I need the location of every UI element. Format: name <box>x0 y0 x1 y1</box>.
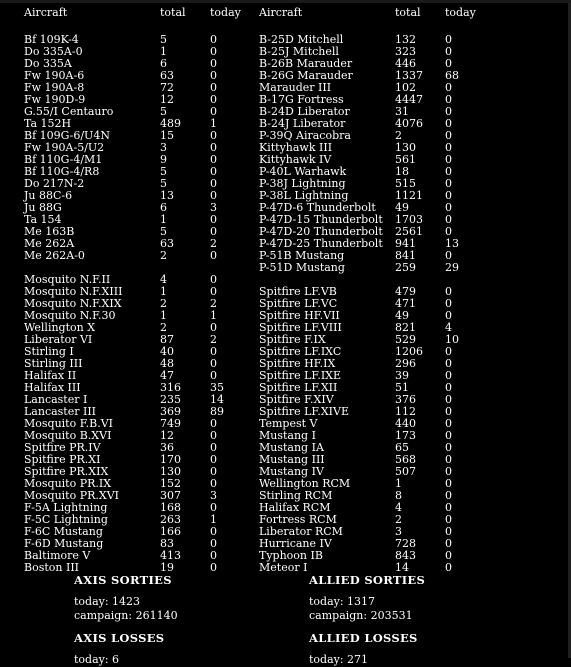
aircraft-name: Liberator RCM <box>259 525 343 538</box>
aircraft-name: Spitfire LF.VB <box>259 285 337 298</box>
today-count: 0 <box>445 381 452 394</box>
today-count: 0 <box>445 177 452 190</box>
aircraft-name: Spitfire LF.IXE <box>259 369 342 382</box>
axis-stats <box>74 573 178 667</box>
aircraft-name: P-47D-20 Thunderbolt <box>259 225 383 238</box>
aircraft-name: Ta 154 <box>24 213 62 226</box>
total-count: 2 <box>395 513 402 526</box>
total-count: 83 <box>160 537 174 550</box>
today-count: 0 <box>210 453 217 466</box>
total-count: 49 <box>395 201 409 214</box>
today-count: 0 <box>445 81 452 94</box>
total-count: 471 <box>395 297 416 310</box>
total-count: 1 <box>160 309 167 322</box>
today-count: 0 <box>445 213 452 226</box>
total-count: 3 <box>395 525 402 538</box>
aircraft-name: Mosquito PR.IX <box>24 477 112 490</box>
aircraft-name: Lancaster III <box>24 405 97 418</box>
total-count: 47 <box>160 369 174 382</box>
today-count: 0 <box>210 369 217 382</box>
today-count: 0 <box>210 249 217 262</box>
today-count: 0 <box>210 45 217 58</box>
today-count: 0 <box>445 537 452 550</box>
allied-sorties-today: today: 1317 <box>309 595 376 608</box>
total-count: 19 <box>160 561 174 574</box>
total-count: 6 <box>160 57 167 70</box>
allied-losses-today: today: 271 <box>309 653 369 666</box>
aircraft-name: Spitfire PR.XIX <box>24 465 109 478</box>
today-count: 0 <box>445 309 452 322</box>
total-count: 1 <box>160 285 167 298</box>
aircraft-name: Stirling RCM <box>259 489 333 502</box>
total-count: 102 <box>395 81 416 94</box>
total-count: 132 <box>395 33 416 46</box>
total-count: 6 <box>160 201 167 214</box>
today-count: 1 <box>210 513 217 526</box>
total-count: 8 <box>395 489 402 502</box>
total-count: 446 <box>395 57 416 70</box>
axis-sorties-today: today: 1423 <box>74 595 141 608</box>
today-count: 0 <box>210 93 217 106</box>
total-count: 49 <box>395 309 409 322</box>
total-count: 728 <box>395 537 416 550</box>
total-count: 63 <box>160 69 174 82</box>
aircraft-name: Mosquito N.F.II <box>24 273 111 286</box>
aircraft-name: Mustang III <box>259 453 325 466</box>
total-count: 12 <box>160 93 174 106</box>
total-count: 1337 <box>395 69 423 82</box>
aircraft-name: Wellington RCM <box>259 477 351 490</box>
header-aircraft: Aircraft <box>259 6 303 19</box>
total-count: 515 <box>395 177 416 190</box>
total-count: 130 <box>160 465 181 478</box>
today-count: 0 <box>445 525 452 538</box>
total-count: 51 <box>395 381 409 394</box>
total-count: 87 <box>160 333 174 346</box>
aircraft-name: Mosquito N.F.30 <box>24 309 116 322</box>
today-count: 0 <box>210 501 217 514</box>
total-count: 235 <box>160 393 181 406</box>
today-count: 29 <box>445 261 459 274</box>
today-count: 68 <box>445 69 459 82</box>
aircraft-name: B-26G Marauder <box>259 69 353 82</box>
aircraft-name: Marauder III <box>259 81 332 94</box>
today-count: 0 <box>210 273 217 286</box>
aircraft-name: Ta 152H <box>24 117 72 130</box>
total-count: 5 <box>160 105 167 118</box>
today-count: 0 <box>445 357 452 370</box>
aircraft-name: Hurricane IV <box>259 537 332 550</box>
aircraft-name: Halifax III <box>24 381 81 394</box>
total-count: 316 <box>160 381 181 394</box>
total-count: 13 <box>160 189 174 202</box>
today-count: 0 <box>445 501 452 514</box>
total-count: 112 <box>395 405 416 418</box>
today-count: 0 <box>210 285 217 298</box>
aircraft-name: P-47D-25 Thunderbolt <box>259 237 383 250</box>
aircraft-name: Fw 190A-8 <box>24 81 85 94</box>
today-count: 0 <box>210 321 217 334</box>
total-count: 2 <box>160 321 167 334</box>
total-count: 3 <box>160 141 167 154</box>
today-count: 1 <box>210 309 217 322</box>
aircraft-name: Spitfire HF.VII <box>259 309 340 322</box>
today-count: 0 <box>445 477 452 490</box>
total-count: 36 <box>160 441 174 454</box>
aircraft-name: Me 262A-0 <box>24 249 85 262</box>
total-count: 2561 <box>395 225 423 238</box>
aircraft-name: P-38J Lightning <box>259 177 346 190</box>
total-count: 152 <box>160 477 181 490</box>
aircraft-name: Stirling I <box>24 345 74 358</box>
today-count: 0 <box>210 105 217 118</box>
today-count: 0 <box>445 225 452 238</box>
allied-sorties-campaign: campaign: 203531 <box>309 609 413 622</box>
aircraft-name: F-5A Lightning <box>24 501 108 514</box>
aircraft-name: P-39Q Airacobra <box>259 129 351 142</box>
total-count: 568 <box>395 453 416 466</box>
total-count: 376 <box>395 393 416 406</box>
total-count: 2 <box>160 297 167 310</box>
today-count: 1 <box>210 117 217 130</box>
aircraft-name: Do 335A-0 <box>24 45 83 58</box>
aircraft-name: Lancaster I <box>24 393 88 406</box>
allied-stats <box>309 573 425 667</box>
total-count: 323 <box>395 45 416 58</box>
total-count: 5 <box>160 225 167 238</box>
today-count: 0 <box>210 561 217 574</box>
aircraft-name: Wellington X <box>24 321 96 334</box>
today-count: 0 <box>210 477 217 490</box>
aircraft-name: P-38L Lightning <box>259 189 349 202</box>
total-count: 168 <box>160 501 181 514</box>
today-count: 14 <box>210 393 224 406</box>
aircraft-name: B-24J Liberator <box>259 117 346 130</box>
aircraft-name: P-47D-15 Thunderbolt <box>259 213 383 226</box>
total-count: 2 <box>395 129 402 142</box>
aircraft-name: Stirling III <box>24 357 83 370</box>
today-count: 3 <box>210 201 217 214</box>
aircraft-name: Liberator VI <box>24 333 93 346</box>
aircraft-name: F-6D Mustang <box>24 537 104 550</box>
aircraft-name: Halifax RCM <box>259 501 331 514</box>
total-count: 296 <box>395 357 416 370</box>
aircraft-name: B-17G Fortress <box>259 93 344 106</box>
today-count: 0 <box>445 153 452 166</box>
aircraft-name: Spitfire LF.XIVE <box>259 405 349 418</box>
total-count: 529 <box>395 333 416 346</box>
today-count: 0 <box>210 549 217 562</box>
axis-losses-today: today: 6 <box>74 653 120 666</box>
today-count: 0 <box>445 45 452 58</box>
total-count: 489 <box>160 117 181 130</box>
aircraft-name: Meteor I <box>259 561 308 574</box>
aircraft-name: Mustang I <box>259 429 316 442</box>
total-count: 173 <box>395 429 416 442</box>
today-count: 0 <box>210 189 217 202</box>
today-count: 0 <box>445 57 452 70</box>
today-count: 0 <box>445 129 452 142</box>
aircraft-name: Spitfire LF.VC <box>259 297 338 310</box>
today-count: 35 <box>210 381 224 394</box>
total-count: 40 <box>160 345 174 358</box>
today-count: 0 <box>445 393 452 406</box>
total-count: 166 <box>160 525 181 538</box>
aircraft-name: Fortress RCM <box>259 513 337 526</box>
today-count: 0 <box>210 69 217 82</box>
aircraft-name: Bf 110G-4/M1 <box>24 153 103 166</box>
axis-losses-title: AXIS LOSSES <box>74 631 165 645</box>
today-count: 0 <box>210 57 217 70</box>
aircraft-name: Spitfire PR.XI <box>24 453 101 466</box>
aircraft-name: Mosquito N.F.XIII <box>24 285 123 298</box>
today-count: 0 <box>445 117 452 130</box>
total-count: 440 <box>395 417 416 430</box>
today-count: 0 <box>210 225 217 238</box>
aircraft-name: Mosquito B.XVI <box>24 429 112 442</box>
total-count: 5 <box>160 33 167 46</box>
aircraft-name: B-25J Mitchell <box>259 45 339 58</box>
total-count: 63 <box>160 237 174 250</box>
total-count: 5 <box>160 165 167 178</box>
today-count: 0 <box>445 345 452 358</box>
aircraft-name: Halifax II <box>24 369 77 382</box>
today-count: 0 <box>445 285 452 298</box>
aircraft-name: Mosquito PR.XVI <box>24 489 120 502</box>
today-count: 2 <box>210 333 217 346</box>
aircraft-name: G.55/I Centauro <box>24 105 114 118</box>
today-count: 0 <box>210 153 217 166</box>
today-count: 0 <box>445 33 452 46</box>
aircraft-name: F-5C Lightning <box>24 513 108 526</box>
total-count: 1703 <box>395 213 423 226</box>
allied-sorties-title: ALLIED SORTIES <box>309 573 426 587</box>
aircraft-name: Mustang IV <box>259 465 324 478</box>
today-count: 0 <box>445 513 452 526</box>
total-count: 263 <box>160 513 181 526</box>
today-count: 0 <box>210 537 217 550</box>
aircraft-name: Bf 109K-4 <box>24 33 79 46</box>
total-count: 507 <box>395 465 416 478</box>
aircraft-name: Ju 88C-6 <box>24 189 73 202</box>
today-count: 0 <box>210 465 217 478</box>
aircraft-name: Me 163B <box>24 225 75 238</box>
aircraft-name: Me 262A <box>24 237 75 250</box>
total-count: 841 <box>395 249 416 262</box>
total-count: 259 <box>395 261 416 274</box>
total-count: 1 <box>160 45 167 58</box>
total-count: 5 <box>160 177 167 190</box>
aircraft-name: Spitfire F.XIV <box>259 393 334 406</box>
aircraft-name: P-51D Mustang <box>259 261 345 274</box>
today-count: 0 <box>445 201 452 214</box>
header-total: total <box>160 6 186 19</box>
aircraft-name: Ju 88G <box>24 201 62 214</box>
aircraft-name: B-24D Liberator <box>259 105 350 118</box>
total-count: 307 <box>160 489 181 502</box>
today-count: 0 <box>210 141 217 154</box>
total-count: 1 <box>160 213 167 226</box>
aircraft-name: P-51B Mustang <box>259 249 345 262</box>
total-count: 479 <box>395 285 416 298</box>
today-count: 0 <box>445 441 452 454</box>
today-count: 0 <box>210 129 217 142</box>
today-count: 89 <box>210 405 224 418</box>
total-count: 413 <box>160 549 181 562</box>
today-count: 0 <box>445 465 452 478</box>
today-count: 0 <box>445 489 452 502</box>
aircraft-name: Mosquito F.B.VI <box>24 417 113 430</box>
today-count: 0 <box>445 417 452 430</box>
today-count: 0 <box>445 105 452 118</box>
today-count: 0 <box>210 177 217 190</box>
total-count: 4 <box>395 501 402 514</box>
total-count: 14 <box>395 561 409 574</box>
today-count: 4 <box>445 321 452 334</box>
aircraft-name: Spitfire LF.XII <box>259 381 338 394</box>
total-count: 65 <box>395 441 409 454</box>
today-count: 0 <box>445 405 452 418</box>
header-today: today <box>445 6 476 19</box>
total-count: 39 <box>395 369 409 382</box>
today-count: 10 <box>445 333 459 346</box>
today-count: 0 <box>445 189 452 202</box>
aircraft-name: Mustang IA <box>259 441 324 454</box>
today-count: 0 <box>445 141 452 154</box>
total-count: 2 <box>160 249 167 262</box>
aircraft-name: F-6C Mustang <box>24 525 103 538</box>
axis-sorties-title: AXIS SORTIES <box>74 573 172 587</box>
aircraft-name: Fw 190D-9 <box>24 93 86 106</box>
total-count: 821 <box>395 321 416 334</box>
today-count: 0 <box>445 165 452 178</box>
total-count: 1 <box>395 477 402 490</box>
today-count: 0 <box>445 93 452 106</box>
total-count: 130 <box>395 141 416 154</box>
today-count: 0 <box>210 429 217 442</box>
today-count: 0 <box>445 549 452 562</box>
aircraft-name: Kittyhawk III <box>259 141 333 154</box>
today-count: 0 <box>445 249 452 262</box>
aircraft-name: Typhoon IB <box>259 549 323 562</box>
aircraft-name: Do 217N-2 <box>24 177 85 190</box>
today-count: 0 <box>210 441 217 454</box>
total-count: 749 <box>160 417 181 430</box>
aircraft-name: Fw 190A-6 <box>24 69 85 82</box>
total-count: 48 <box>160 357 174 370</box>
total-count: 4076 <box>395 117 423 130</box>
total-count: 1121 <box>395 189 423 202</box>
aircraft-name: Bf 109G-6/U4N <box>24 129 110 142</box>
total-count: 72 <box>160 81 174 94</box>
aircraft-name: B-25D Mitchell <box>259 33 344 46</box>
aircraft-name: Kittyhawk IV <box>259 153 332 166</box>
today-count: 0 <box>210 417 217 430</box>
total-count: 1206 <box>395 345 423 358</box>
today-count: 0 <box>210 357 217 370</box>
today-count: 0 <box>210 81 217 94</box>
aircraft-name: Fw 190A-5/U2 <box>24 141 105 154</box>
aircraft-name: Spitfire LF.VIII <box>259 321 342 334</box>
aircraft-name: Spitfire LF.IXC <box>259 345 342 358</box>
aircraft-name: P-40L Warhawk <box>259 165 347 178</box>
today-count: 0 <box>445 429 452 442</box>
header-aircraft: Aircraft <box>24 6 68 19</box>
total-count: 4447 <box>395 93 423 106</box>
aircraft-name: Spitfire PR.IV <box>24 441 101 454</box>
aircraft-name: Mosquito N.F.XIX <box>24 297 122 310</box>
today-count: 3 <box>210 489 217 502</box>
total-count: 369 <box>160 405 181 418</box>
today-count: 13 <box>445 237 459 250</box>
header-total: total <box>395 6 421 19</box>
allied-losses-title: ALLIED LOSSES <box>309 631 418 645</box>
aircraft-name: Spitfire HF.IX <box>259 357 336 370</box>
today-count: 0 <box>210 345 217 358</box>
today-count: 0 <box>210 33 217 46</box>
today-count: 0 <box>445 297 452 310</box>
total-count: 561 <box>395 153 416 166</box>
total-count: 170 <box>160 453 181 466</box>
total-count: 18 <box>395 165 409 178</box>
aircraft-name: Spitfire F.IX <box>259 333 326 346</box>
aircraft-name: Bf 110G-4/R8 <box>24 165 100 178</box>
today-count: 0 <box>210 525 217 538</box>
axis-sorties-campaign: campaign: 261140 <box>74 609 178 622</box>
total-count: 15 <box>160 129 174 142</box>
today-count: 0 <box>445 369 452 382</box>
aircraft-name: P-47D-6 Thunderbolt <box>259 201 376 214</box>
total-count: 843 <box>395 549 416 562</box>
total-count: 4 <box>160 273 167 286</box>
today-count: 0 <box>210 165 217 178</box>
aircraft-name: Baltimore V <box>24 549 91 562</box>
header-today: today <box>210 6 241 19</box>
today-count: 2 <box>210 297 217 310</box>
today-count: 0 <box>445 561 452 574</box>
aircraft-name: B-26B Marauder <box>259 57 353 70</box>
total-count: 31 <box>395 105 409 118</box>
total-count: 12 <box>160 429 174 442</box>
today-count: 0 <box>445 453 452 466</box>
total-count: 9 <box>160 153 167 166</box>
today-count: 0 <box>210 213 217 226</box>
aircraft-name: Boston III <box>24 561 80 574</box>
aircraft-name: Do 335A <box>24 57 72 70</box>
total-count: 941 <box>395 237 416 250</box>
aircraft-name: Tempest V <box>259 417 318 430</box>
today-count: 2 <box>210 237 217 250</box>
